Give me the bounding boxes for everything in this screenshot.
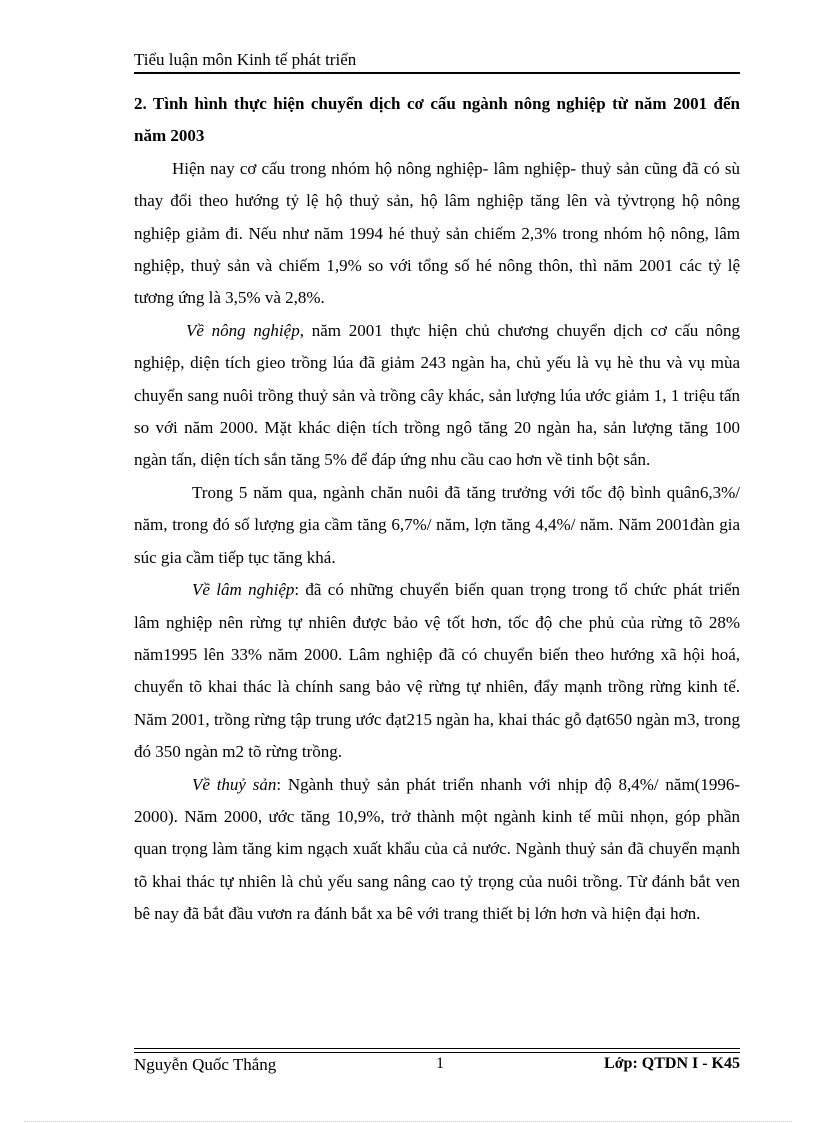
page-footer <box>134 1055 740 1077</box>
page-header <box>134 50 740 74</box>
page-bottom-dotted-line <box>24 1121 792 1122</box>
fisheries-lead: Về thuỷ sản <box>192 774 277 794</box>
footer-divider <box>134 1048 740 1053</box>
section-heading: 2. Tình hình thực hiện chuyển dịch cơ cấu ngành nông nghiệp từ năm 2001 đến năm 2003 <box>134 94 740 146</box>
forestry-lead: Về lâm nghiệp <box>192 580 295 600</box>
page-number: 1 <box>436 1055 444 1072</box>
agriculture-text: , năm 2001 thực hiện chủ chương chuyển dịch cơ cấu nông nghiệp, diện tích gieo trồng lúa đã giảm 243 ngàn ha, chủ yếu là vụ hè thu và vụ mùa chuyển sang nuôi trồng thuỷ sản và trồng cây khác, sản lượng lúa ước giảm 1, 1 triệu tấn so với năm 2000. Mặt khác diện tích trồng ngô tăng 20 ngàn ha, sản lượng tăng 100 ngàn tấn, diện tích sắn tăng 5% để đáp ứng nhu cầu cao hơn về tinh bột sắn. <box>134 320 740 470</box>
paragraph-agriculture <box>134 315 740 477</box>
footer-author: Nguyễn Quốc Thắng <box>134 1055 277 1074</box>
header-title: Tiểu luận môn Kinh tế phát triển <box>134 50 357 69</box>
paragraph-overview: Hiện nay cơ cấu trong nhóm hộ nông nghiệp- lâm nghiệp- thuỷ sản cũng đã có sù thay đổi theo hướng tỷ lệ hộ thuỷ sản, hộ lâm nghiệp tăng lên và tỷvtrọng hộ nông nghiệp giảm đi. Nếu như năm 1994 hé thuỷ sản chiếm 2,3% trong nhóm hộ nông, lâm nghiệp, thuỷ sản và chiếm 1,9% so với tổng số hé nông thôn, thì năm 2001 các tỷ lệ tương ứng là 3,5% và 2,8%. <box>134 158 740 308</box>
paragraph-fisheries <box>134 769 740 931</box>
paragraph-livestock: Trong 5 năm qua, ngành chăn nuôi đã tăng trưởng với tốc độ bình quân6,3%/ năm, trong đó số lượng gia cầm tăng 6,7%/ năm, lợn tăng 4,4%/ năm. Năm 2001đàn gia súc gia cầm tiếp tục tăng khá. <box>134 482 740 567</box>
paragraph-forestry <box>134 574 740 768</box>
forestry-text: : đã có những chuyển biến quan trọng trong tổ chức phát triển lâm nghiệp nên rừng tự nhiên được bảo vệ tốt hơn, tốc độ che phủ của rừng tõ 28% năm1995 lên 33% năm 2000. Lâm nghiệp đã có chuyển biến theo hướng xã hội hoá, chuyển tõ khai thác là chính sang bảo vệ rừng tự nhiên, đẩy mạnh trồng rừng kinh tế. Năm 2001, trồng rừng tập trung ước đạt215 ngàn ha, khai thác gỗ đạt650 ngàn m3, trong đó 350 ngàn m2 tõ rừng trồng. <box>134 580 741 762</box>
main-content <box>134 88 740 931</box>
footer-class: Lớp: QTDN I - K45 <box>604 1055 740 1072</box>
fisheries-text: : Ngành thuỷ sản phát triển nhanh với nhịp độ 8,4%/ năm(1996-2000). Năm 2000, ước tăng 10,9%, trở thành một ngành kinh tế mũi nhọn, góp phần quan trọng làm tăng kim ngạch xuất khẩu của cả nước. Ngành thuỷ sản đã chuyển mạnh tõ khai thác tự nhiên là chủ yếu sang nâng cao tỷ trọng của nuôi trồng. Từ đánh bắt ven bê nay đã bắt đầu vươn ra đánh bắt xa bê với trang thiết bị lớn hơn và hiện đại hơn. <box>134 774 740 924</box>
agriculture-lead: Về nông nghiệp <box>186 320 300 340</box>
